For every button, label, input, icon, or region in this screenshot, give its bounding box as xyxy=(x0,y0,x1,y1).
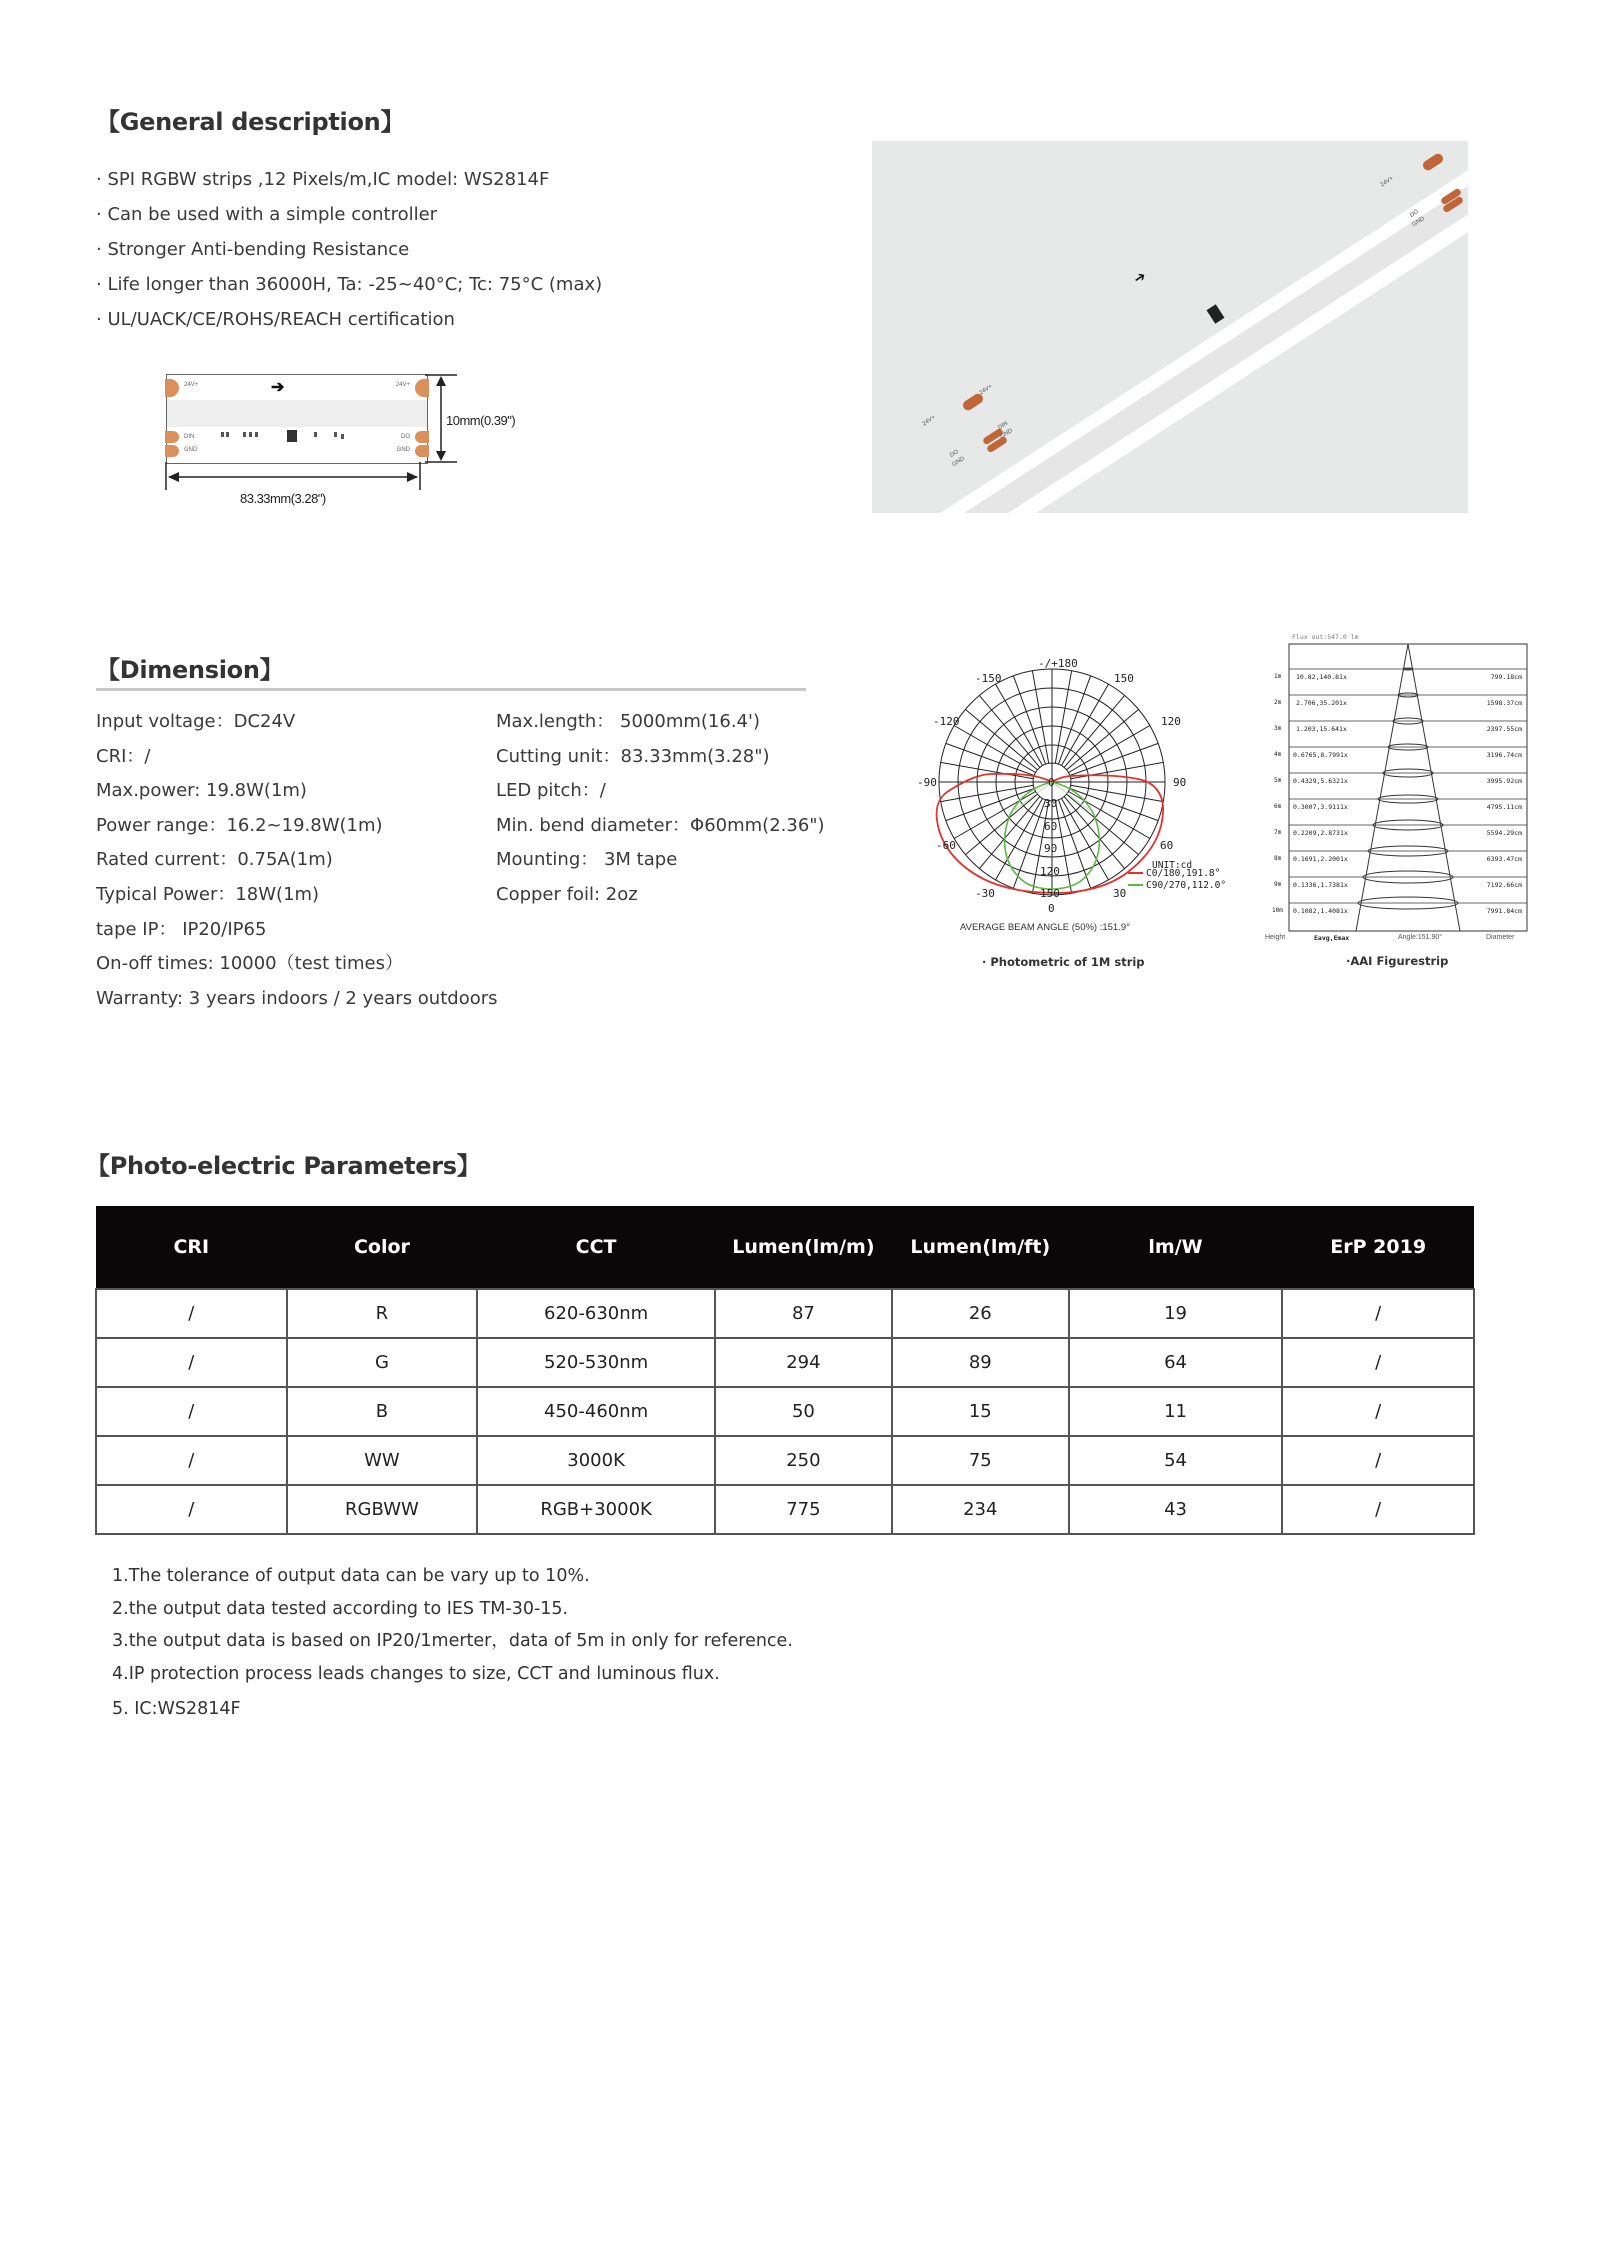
cell-lmw: 54 xyxy=(1069,1436,1283,1485)
aai-illuminance: 2.706,35.201x xyxy=(1296,699,1347,707)
spec-item: Typical Power：18W(1m) xyxy=(96,883,320,905)
spec-item: Rated current：0.75A(1m) xyxy=(96,849,333,871)
aai-diameter: 7991.84cm xyxy=(1486,907,1522,915)
aai-diameter: 2397.55cm xyxy=(1486,725,1522,733)
photometric-caption: · Photometric of 1M strip xyxy=(982,955,1145,969)
col-header: Color xyxy=(287,1206,478,1289)
pad-label: 24V+ xyxy=(395,382,410,388)
radial-label: 0 xyxy=(1048,776,1055,789)
spec-item: Power range：16.2~19.8W(1m) xyxy=(96,814,383,836)
cell-lmw: 19 xyxy=(1069,1289,1283,1338)
bullet-item: · Stronger Anti-bending Resistance xyxy=(96,239,410,260)
spec-item: CRI：/ xyxy=(96,745,151,767)
component xyxy=(226,432,229,437)
cell-cri: / xyxy=(96,1436,287,1485)
solder-pad xyxy=(165,431,179,443)
angle-label: 60 xyxy=(1160,839,1174,852)
flux-label: Flux out:547.0 lm xyxy=(1292,633,1359,641)
aai-height: 4m xyxy=(1274,751,1282,758)
spec-item: Copper foil: 2oz xyxy=(496,883,638,905)
aai-diameter: 1598.37cm xyxy=(1486,699,1522,707)
cell-color: WW xyxy=(287,1436,478,1485)
aai-col-angle: Angle:151.90° xyxy=(1398,934,1443,941)
photo-electric-title: 【Photo-electric Parameters】 xyxy=(86,1152,481,1180)
dimension-arrows-icon xyxy=(425,372,565,497)
photo-electric-table xyxy=(95,1206,1475,1535)
cell-erp: / xyxy=(1282,1289,1474,1338)
col-header: Lumen(lm/m) xyxy=(715,1206,892,1289)
col-header: CCT xyxy=(477,1206,715,1289)
spec-item: LED pitch：/ xyxy=(496,780,606,802)
spec-item: Mounting： 3M tape xyxy=(496,849,678,871)
spec-item: Max.power: 19.8W(1m) xyxy=(96,780,307,802)
dimension-specs-left xyxy=(96,705,498,1016)
component xyxy=(314,432,317,437)
polar-chart xyxy=(920,655,1240,935)
pad-label: 24V+ xyxy=(184,382,199,388)
cell-cri: / xyxy=(96,1387,287,1436)
general-bullets xyxy=(96,162,602,337)
legend-c90: C90/270,112.0° xyxy=(1146,880,1227,891)
aai-col-diameter: Diameter xyxy=(1486,934,1515,941)
cell-erp: / xyxy=(1282,1436,1474,1485)
pad-label: DO xyxy=(1409,209,1420,219)
bullet-item: · SPI RGBW strips ,12 Pixels/m,IC model: WS2814F xyxy=(96,169,550,190)
cell-lumen-ft: 26 xyxy=(892,1289,1069,1338)
spec-item: On-off times: 10000（test times） xyxy=(96,953,403,975)
aai-caption: ·AAI Figurestrip xyxy=(1346,954,1449,968)
aai-illuminance: 0.1691,2.2001x xyxy=(1293,855,1348,863)
cell-cct: 620-630nm xyxy=(477,1289,715,1338)
aai-height: 1m xyxy=(1274,673,1282,680)
spec-item: Min. bend diameter：Φ60mm(2.36") xyxy=(496,814,825,836)
aai-illuminance: 0.1082,1.4081x xyxy=(1293,907,1348,915)
ic-chip xyxy=(1207,304,1225,323)
pad-label: DIN xyxy=(997,420,1010,432)
cell-lmw: 11 xyxy=(1069,1387,1283,1436)
radial-label: 30 xyxy=(1044,797,1058,810)
pad-label: 24V+ xyxy=(978,383,994,397)
aai-height: 6m xyxy=(1274,803,1282,810)
bullet-item: · Life longer than 36000H, Ta: -25~40°C; Tc: 75°C (max) xyxy=(96,274,603,295)
cell-lumen-ft: 15 xyxy=(892,1387,1069,1436)
solder-pad xyxy=(1421,152,1445,172)
height-label: 10mm(0.39") xyxy=(446,413,516,428)
angle-label: 0 xyxy=(1048,902,1055,915)
cell-cct: 450-460nm xyxy=(477,1387,715,1436)
ic-chip xyxy=(287,430,297,442)
component xyxy=(334,432,337,437)
cell-lumen-m: 294 xyxy=(715,1338,892,1387)
aai-illuminance: 1.203,15.641x xyxy=(1296,725,1347,733)
cell-erp: / xyxy=(1282,1485,1474,1534)
cell-lumen-ft: 89 xyxy=(892,1338,1069,1387)
strip-diffuser xyxy=(167,400,427,427)
aai-figure xyxy=(1274,643,1530,933)
note-item: 4.IP protection process leads changes to size, CCT and luminous flux. xyxy=(112,1663,720,1684)
cell-lumen-m: 250 xyxy=(715,1436,892,1485)
cell-lumen-m: 87 xyxy=(715,1289,892,1338)
bullet-item: · Can be used with a simple controller xyxy=(96,204,438,225)
pad-label: 24V+ xyxy=(1379,175,1395,189)
aai-height: 8m xyxy=(1274,855,1282,862)
component xyxy=(341,434,344,439)
cell-lmw: 64 xyxy=(1069,1338,1283,1387)
table-row xyxy=(96,1289,1474,1338)
cell-lumen-m: 50 xyxy=(715,1387,892,1436)
radial-label: 90 xyxy=(1044,842,1058,855)
table-row xyxy=(96,1485,1474,1534)
table-row xyxy=(96,1387,1474,1436)
table-row xyxy=(96,1338,1474,1387)
cell-erp: / xyxy=(1282,1338,1474,1387)
width-arrow-icon xyxy=(164,462,434,492)
pad-label: 24V+ xyxy=(921,414,937,428)
component xyxy=(249,432,252,437)
spec-item: Warranty: 3 years indoors / 2 years outdoors xyxy=(96,987,498,1009)
aai-illuminance: 0.3007,3.9111x xyxy=(1293,803,1348,811)
cell-erp: / xyxy=(1282,1387,1474,1436)
pad-label: DO xyxy=(401,434,410,440)
aai-height: 3m xyxy=(1274,725,1282,732)
cell-cct: RGB+3000K xyxy=(477,1485,715,1534)
solder-pad xyxy=(165,379,179,397)
spec-item: tape IP： IP20/IP65 xyxy=(96,918,267,940)
aai-diameter: 799.18cm xyxy=(1490,673,1522,681)
pad-label: GND xyxy=(396,447,410,453)
angle-label: 30 xyxy=(1113,887,1127,900)
cell-cct: 520-530nm xyxy=(477,1338,715,1387)
spec-item: Input voltage：DC24V xyxy=(96,711,296,732)
note-item: 2.the output data tested according to IES TM-30-15. xyxy=(112,1598,569,1619)
aai-diameter: 6393.47cm xyxy=(1486,855,1522,863)
aai-illuminance: 0.6765,8.7991x xyxy=(1293,751,1348,759)
aai-diameter: 3995.92cm xyxy=(1486,777,1522,785)
aai-diameter: 5594.29cm xyxy=(1486,829,1522,837)
notes-list xyxy=(112,1560,793,1726)
cell-lumen-ft: 234 xyxy=(892,1485,1069,1534)
cell-lumen-m: 775 xyxy=(715,1485,892,1534)
aai-height: 2m xyxy=(1274,699,1282,706)
table-header-row xyxy=(96,1206,1474,1289)
solder-pad xyxy=(165,445,179,457)
angle-label: -90 xyxy=(917,776,937,789)
note-item: 5. IC:WS2814F xyxy=(112,1699,241,1719)
cell-cri: / xyxy=(96,1289,287,1338)
aai-height: 7m xyxy=(1274,829,1282,836)
col-header: lm/W xyxy=(1069,1206,1283,1289)
aai-height: 10m xyxy=(1272,907,1283,914)
divider xyxy=(96,688,806,691)
angle-label: 150 xyxy=(1114,672,1134,685)
aai-diameter: 4795.11cm xyxy=(1486,803,1522,811)
pad-label: GND xyxy=(1411,215,1426,229)
pad-label: GND xyxy=(184,447,198,453)
direction-arrow-icon: ➔ xyxy=(1130,267,1149,287)
cell-cct: 3000K xyxy=(477,1436,715,1485)
spec-item: Max.length： 5000mm(16.4') xyxy=(496,711,760,732)
pad-label: DIN xyxy=(184,434,195,440)
pad-label: GND xyxy=(951,455,966,469)
angle-label: 90 xyxy=(1173,776,1187,789)
aai-height: 9m xyxy=(1274,881,1282,888)
aai-height: 5m xyxy=(1274,777,1282,784)
aai-illuminance: 0.2209,2.8731x xyxy=(1293,829,1348,837)
angle-label: -120 xyxy=(933,715,960,728)
aai-col-height: Height xyxy=(1265,934,1286,941)
direction-arrow-icon: ➔ xyxy=(271,379,285,396)
dimension-specs-right xyxy=(496,705,825,913)
cell-color: G xyxy=(287,1338,478,1387)
dimension-title: 【Dimension】 xyxy=(96,656,284,684)
aai-illuminance: 0.1336,1.7381x xyxy=(1293,881,1348,889)
angle-label: -30 xyxy=(975,887,995,900)
component xyxy=(255,432,258,437)
col-header: ErP 2019 xyxy=(1282,1206,1474,1289)
aai-illuminance: 0.4329,5.6321x xyxy=(1293,777,1348,785)
angle-label: -60 xyxy=(936,839,956,852)
note-item: 1.The tolerance of output data can be vary up to 10%. xyxy=(112,1566,590,1586)
col-header: Lumen(lm/ft) xyxy=(892,1206,1069,1289)
pad-label: DO xyxy=(949,449,960,459)
beam-angle-annotation: AVERAGE BEAM ANGLE (50%) :151.9° xyxy=(960,922,1130,933)
legend-c0: C0/180,191.8° xyxy=(1146,868,1221,879)
angle-label: -/+180 xyxy=(1038,657,1078,670)
width-label: 83.33mm(3.28") xyxy=(240,491,326,506)
cell-cri: / xyxy=(96,1485,287,1534)
cell-color: RGBWW xyxy=(287,1485,478,1534)
cell-lumen-ft: 75 xyxy=(892,1436,1069,1485)
cell-cri: / xyxy=(96,1338,287,1387)
note-item: 3.the output data is based on IP20/1merter，data of 5m in only for reference. xyxy=(112,1631,793,1651)
unit-label: UNIT:cd xyxy=(1152,860,1193,871)
angle-label: 120 xyxy=(1161,715,1181,728)
aai-col-e: Eavg,Emax xyxy=(1314,934,1350,942)
spec-item: Cutting unit：83.33mm(3.28") xyxy=(496,745,770,767)
angle-label: -150 xyxy=(975,672,1002,685)
pad-label: GND xyxy=(999,427,1014,441)
aai-diameter: 7192.66cm xyxy=(1486,881,1522,889)
bullet-item: · UL/UACK/CE/ROHS/REACH certification xyxy=(96,309,455,330)
component xyxy=(221,432,224,437)
cell-color: B xyxy=(287,1387,478,1436)
aai-diameter: 3196.74cm xyxy=(1486,751,1522,759)
aai-illuminance: 10.82,140.81x xyxy=(1296,673,1347,681)
cell-color: R xyxy=(287,1289,478,1338)
cell-lmw: 43 xyxy=(1069,1485,1283,1534)
col-header: CRI xyxy=(96,1206,287,1289)
radial-label: 60 xyxy=(1044,820,1058,833)
radial-label: 150 xyxy=(1040,887,1060,900)
radial-label: 120 xyxy=(1040,865,1060,878)
product-photo xyxy=(872,141,1468,513)
general-description-title: 【General description】 xyxy=(96,108,405,136)
component xyxy=(243,432,246,437)
table-row xyxy=(96,1436,1474,1485)
strip-diagram xyxy=(166,374,428,464)
